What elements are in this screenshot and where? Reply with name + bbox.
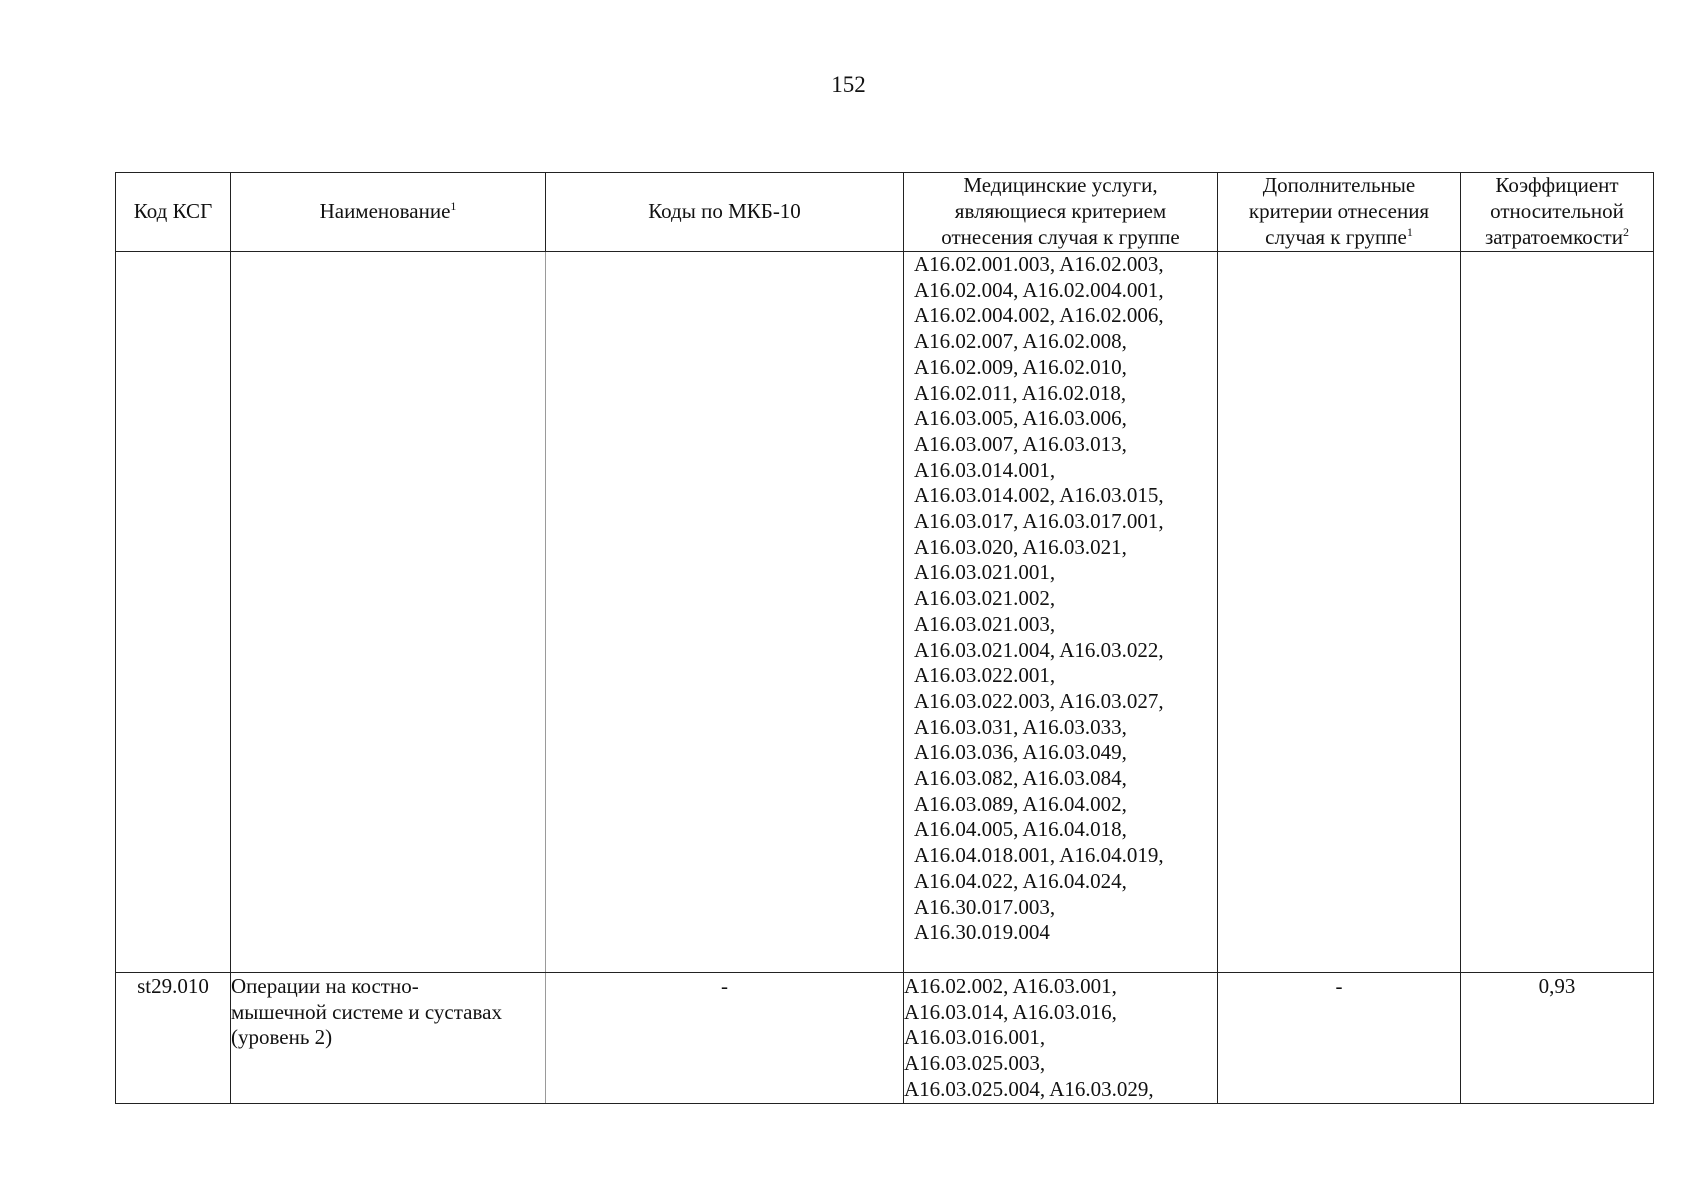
footnote-ref: 1 (450, 199, 457, 214)
services-line: A16.30.017.003, (914, 894, 1056, 919)
services-line: A16.04.005, A16.04.018, (914, 817, 1127, 842)
cell-name (231, 252, 546, 973)
services-line: A16.02.001.003, A16.02.003, (914, 252, 1164, 276)
services-line: A16.30.019.004 (914, 920, 1050, 945)
cell-icd-codes (546, 252, 904, 973)
cell-cost-coefficient: 0,93 (1461, 973, 1654, 1104)
ksg-table (115, 172, 1654, 1104)
header-ksg-code: Код КСГ (116, 173, 231, 252)
footnote-ref: 1 (1406, 224, 1413, 239)
header-additional-criteria: Дополнительные критерии отнесения случая к группе$^1$ (1218, 173, 1461, 252)
services-line: A16.03.014, A16.03.016, (904, 999, 1117, 1024)
header-icd-codes: Коды по МКБ-10 (546, 173, 904, 252)
footnote-ref: 2 (1622, 224, 1629, 239)
services-line: A16.03.017, A16.03.017.001, (914, 509, 1164, 534)
services-line: A16.03.021.001, (914, 560, 1056, 585)
header-cost-coefficient: Коэффициент относительной затратоемкости$^2$ (1461, 173, 1654, 252)
services-line: A16.02.002, A16.03.001, (904, 974, 1117, 998)
services-line: A16.02.004, A16.02.004.001, (914, 277, 1164, 302)
services-line: A16.03.021.004, A16.03.022, (914, 637, 1164, 662)
name-line: мышечной системе и суставах (231, 999, 502, 1024)
services-line: A16.03.089, A16.04.002, (914, 791, 1127, 816)
services-line: A16.03.036, A16.03.049, (914, 740, 1127, 765)
services-line: A16.02.007, A16.02.008, (914, 329, 1127, 354)
services-line: A16.03.021.003, (914, 611, 1056, 636)
name-line: (уровень 2) (231, 1025, 333, 1050)
header-name: Наименование$^1$ (231, 173, 546, 252)
services-line: A16.02.004.002, A16.02.006, (914, 303, 1164, 328)
cell-ksg-code (116, 252, 231, 973)
table-header (116, 173, 1654, 252)
services-line: A16.02.011, A16.02.018, (914, 380, 1127, 405)
services-line: A16.03.014.001, (914, 457, 1056, 482)
services-line: A16.03.016.001, (904, 1025, 1046, 1050)
services-line: A16.03.022.003, A16.03.027, (914, 688, 1164, 713)
header-medical-services: Медицинские услуги, являющиеся критерием отнесения случая к группе (904, 173, 1218, 252)
services-line: A16.03.005, A16.03.006, (914, 406, 1127, 431)
services-line: A16.02.009, A16.02.010, (914, 354, 1127, 379)
services-line: A16.03.025.003, (904, 1051, 1046, 1076)
table-row-continuation (116, 252, 1654, 973)
services-line: A16.03.022.001, (914, 663, 1056, 688)
services-line: A16.03.014.002, A16.03.015, (914, 483, 1164, 508)
services-line: A16.03.025.004, A16.03.029, (904, 1076, 1154, 1101)
services-line: A16.03.020, A16.03.021, (914, 534, 1127, 559)
header-row (116, 173, 1654, 252)
services-line: A16.03.021.002, (914, 586, 1056, 611)
cell-additional-criteria: - (1218, 973, 1461, 1104)
cell-cost-coefficient (1461, 252, 1654, 973)
cell-icd-codes: - (546, 973, 904, 1104)
cell-medical-services (904, 252, 1218, 973)
name-line: Операции на костно- (231, 974, 419, 998)
services-line: A16.04.018.001, A16.04.019, (914, 843, 1164, 868)
services-line: A16.03.082, A16.03.084, (914, 766, 1127, 791)
cell-ksg-code: st29.010 (116, 973, 231, 1104)
cell-name (231, 973, 546, 1104)
cell-additional-criteria (1218, 252, 1461, 973)
services-line: A16.04.022, A16.04.024, (914, 868, 1127, 893)
page-number: 152 (831, 72, 866, 97)
services-line: A16.03.007, A16.03.013, (914, 431, 1127, 456)
cell-medical-services (904, 973, 1218, 1104)
services-line: A16.03.031, A16.03.033, (914, 714, 1127, 739)
table-row-st29-010 (116, 973, 1654, 1104)
